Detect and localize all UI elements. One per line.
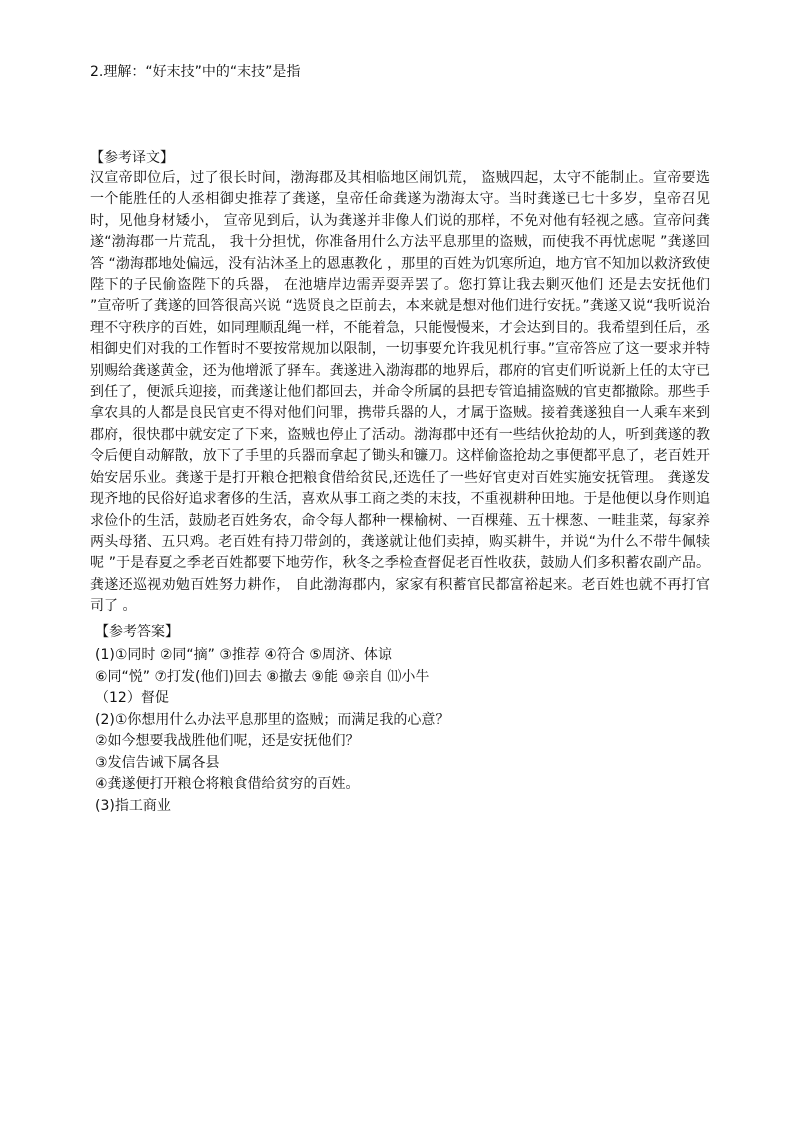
answers-list xyxy=(95,645,695,817)
answers-heading: 【参考答案】 xyxy=(95,624,179,640)
answer-line: （12）督促 xyxy=(95,690,169,706)
answer-line: ④龚遂便打开粮仓将粮食借给贫穷的百姓。 xyxy=(95,776,360,792)
answer-line: (1)①同时 ②同“摘” ③推荐 ④符合 ⑤周济、体谅 xyxy=(95,647,392,663)
translation-heading-wrapper xyxy=(90,148,710,170)
translation-heading: 【参考译文】 xyxy=(90,150,174,166)
answer-line: ②如今想要我战胜他们呢，还是安抚他们？ xyxy=(95,733,360,749)
answer-line: ③发信告诫下属各县 xyxy=(95,754,220,771)
translation-section xyxy=(90,168,710,618)
question-text: 2.理解：“好末技”中的“末技”是指 xyxy=(90,64,301,80)
answer-line: (3)指工商业 xyxy=(95,797,171,814)
answer-line: ⑥同“悦” ⑦打发(他们)回去 ⑧撤去 ⑨能 ⑩亲自 ⑾小牛 xyxy=(95,668,430,685)
answer-line: (2)①你想用什么办法平息那里的盗贼；而满足我的心意？ xyxy=(95,711,450,728)
translation-paragraph: 汉宣帝即位后，过了很长时间，渤海郡及其相临地区闹饥荒， 盗贼四起，太守不能制止。宣帝要选一个能胜任的人丞相御史推荐了龚遂，皇帝任命龚遂为渤海太守。当时龚遂已七十多岁，皇帝召见时，见他身材矮小， 宣帝见到后，认为龚遂并非像人们说的那样，不免对他有轻视之感。宣帝问龚遂“渤海郡一片荒乱， 我十分担忧，你准备用什么方法平息那里的盗贼，而使我不再忧虑呢 ”龚遂回答 “渤海郡地处偏远，没有沾沐圣上的恩惠教化 ，那里的百姓为饥寒所迫，地方官不知加以救济致使陛下的子民偷盗陛下的兵器， 在池塘岸边需弄耍弄罢了。您打算让我去剿灭他们 还是去安抚他们 ”宣帝听了龚遂的回答很高兴说 “选贤良之臣前去，本来就是想对他们进行安抚。”龚遂又说“我听说治理不守秩序的百姓，如同理顺乱绳一样，不能着急，只能慢慢来，才会达到目的。我希望到任后，丞相御史们对我的工作暂时不要按常规加以限制，一切事要允许我见机行事。”宣帝答应了这一要求并特别赐给龚遂黄金，还为他增派了驿车。龚遂进入渤海郡的地界后，郡府的官吏们听说新上任的太守已到任了，便派兵迎接，而龚遂让他们都回去，并命令所属的县把专管追捕盗贼的官吏都撤除。那些手拿农具的人都是良民官吏不得对他们问罪，携带兵器的人，才属于盗贼。接着龚遂独自一人乘车来到郡府，很快郡中就安定了下来，盗贼也停止了活动。渤海郡中还有一些结伙抢劫的人，听到龚遂的教令后便自动解散，放下了手里的兵器而拿起了锄头和镰刀。这样偷盗抢劫之事便都平息了，老百姓开始安居乐业。龚遂于是打开粮仓把粮食借给贫民,还选任了一些好官吏对百姓实施安抚管理。 龚遂发现齐地的民俗好追求奢侈的生活，喜欢从事工商之类的末技，不重视耕种田地。于是他便以身作则追求俭仆的生活，鼓励老百姓务农，命令每人都种一棵榆树、一百棵薤、五十棵葱、一畦韭菜，每家养两头母猪、五只鸡。老百姓有持刀带剑的，龚遂就让他们卖掉，购买耕牛，并说“为什么不带牛佩犊呢 ”于是春夏之季老百姓都要下地劳作，秋冬之季检查督促老百性收获，鼓励人们多积蓄农副产品。龚遂还巡视劝勉百姓努力耕作， 自此渤海郡内，家家有积蓄官民都富裕起来。老百姓也就不再打官司了 。 xyxy=(90,170,710,615)
